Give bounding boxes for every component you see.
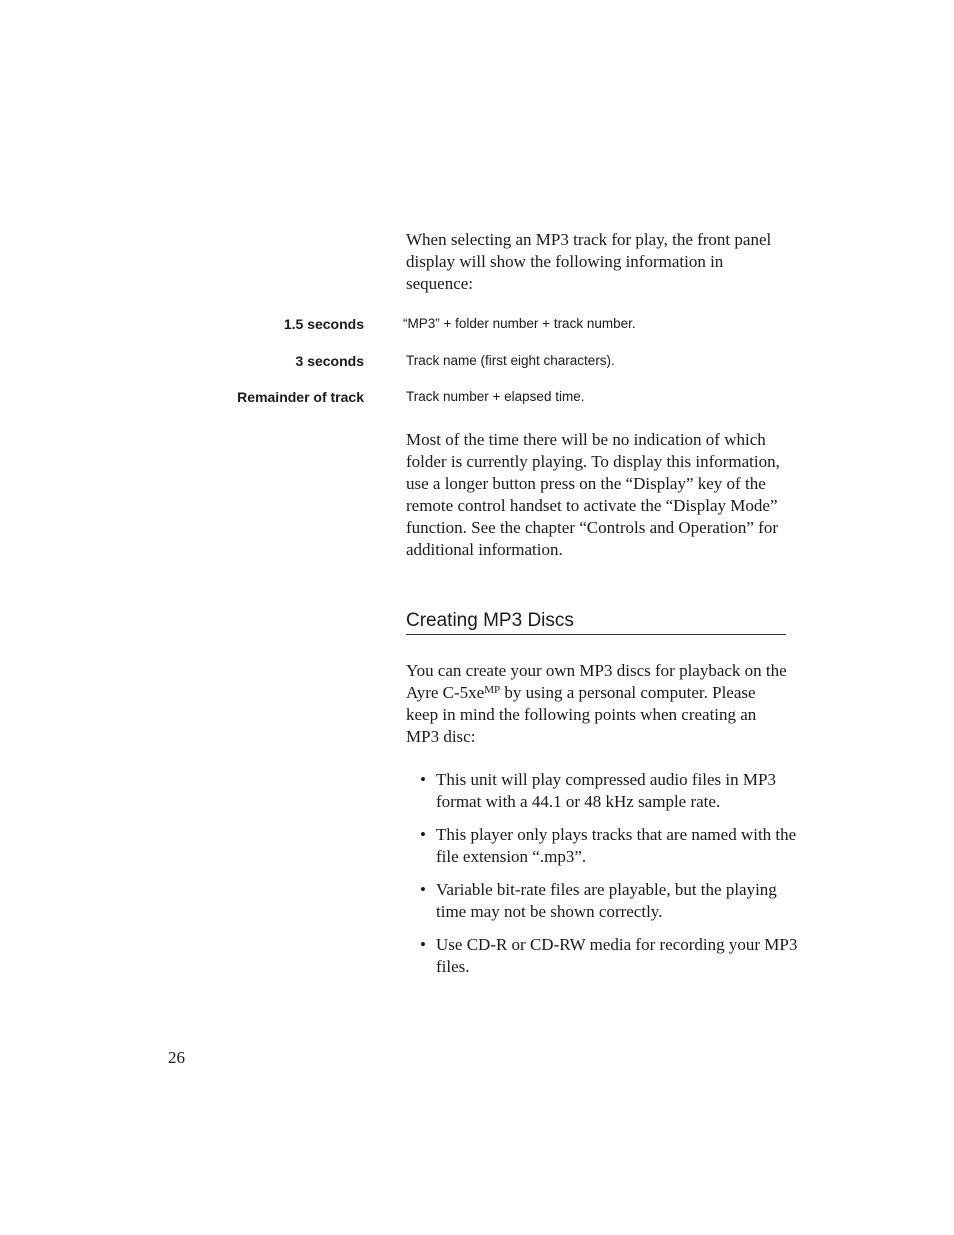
timing-label: 1.5 seconds: [283, 316, 364, 332]
section-intro-text: You can create your own MP3 discs for playback on the Ayre C-5xe: [406, 661, 787, 702]
list-item-text: Use CD-R or CD-RW media for recording your MP3 files.: [436, 935, 798, 976]
intro-paragraph: When selecting an MP3 track for play, the front panel display will show the following information in sequence:: [406, 230, 772, 293]
timing-label: Remainder of track: [237, 389, 364, 405]
page-number: 26: [168, 1048, 185, 1067]
list-item: [420, 934, 800, 978]
section-heading: Creating MP3 Discs: [406, 608, 786, 635]
bullet-list: [420, 769, 800, 989]
section-intro-text-continued: by using a personal computer. Please keep in mind the following points when creating an MP3 disc:: [406, 683, 757, 746]
bullet-icon: •: [420, 880, 426, 899]
bullet-icon: •: [420, 825, 426, 844]
bullet-icon: •: [420, 935, 426, 954]
timing-row: [0, 313, 954, 335]
timing-description: Track number + elapsed time.: [406, 389, 585, 404]
model-superscript: MP: [484, 684, 501, 696]
list-item: [420, 879, 800, 923]
list-item-text: This player only plays tracks that are named with the file extension “.mp3”.: [436, 825, 797, 866]
timing-row: [0, 386, 954, 408]
bullet-icon: •: [420, 770, 426, 789]
timing-description: “MP3” + folder number + track number.: [403, 316, 636, 331]
display-note-paragraph: Most of the time there will be no indication of which folder is currently playing. To display this information, use a longer button press on the “Display” key of the remote control handset to activate the “Display Mode” function. See the chapter “Controls and Operation” for additional information.: [406, 430, 780, 559]
timing-row: [0, 350, 954, 372]
list-item: [420, 824, 800, 868]
list-item-text: This unit will play compressed audio files in MP3 format with a 44.1 or 48 kHz sample rate.: [436, 770, 776, 811]
section-intro-paragraph: [406, 660, 790, 748]
list-item-text: Variable bit-rate files are playable, but the playing time may not be shown correctly.: [436, 880, 777, 921]
list-item: [420, 769, 800, 813]
timing-description: Track name (first eight characters).: [406, 353, 615, 368]
timing-label: 3 seconds: [295, 353, 364, 369]
